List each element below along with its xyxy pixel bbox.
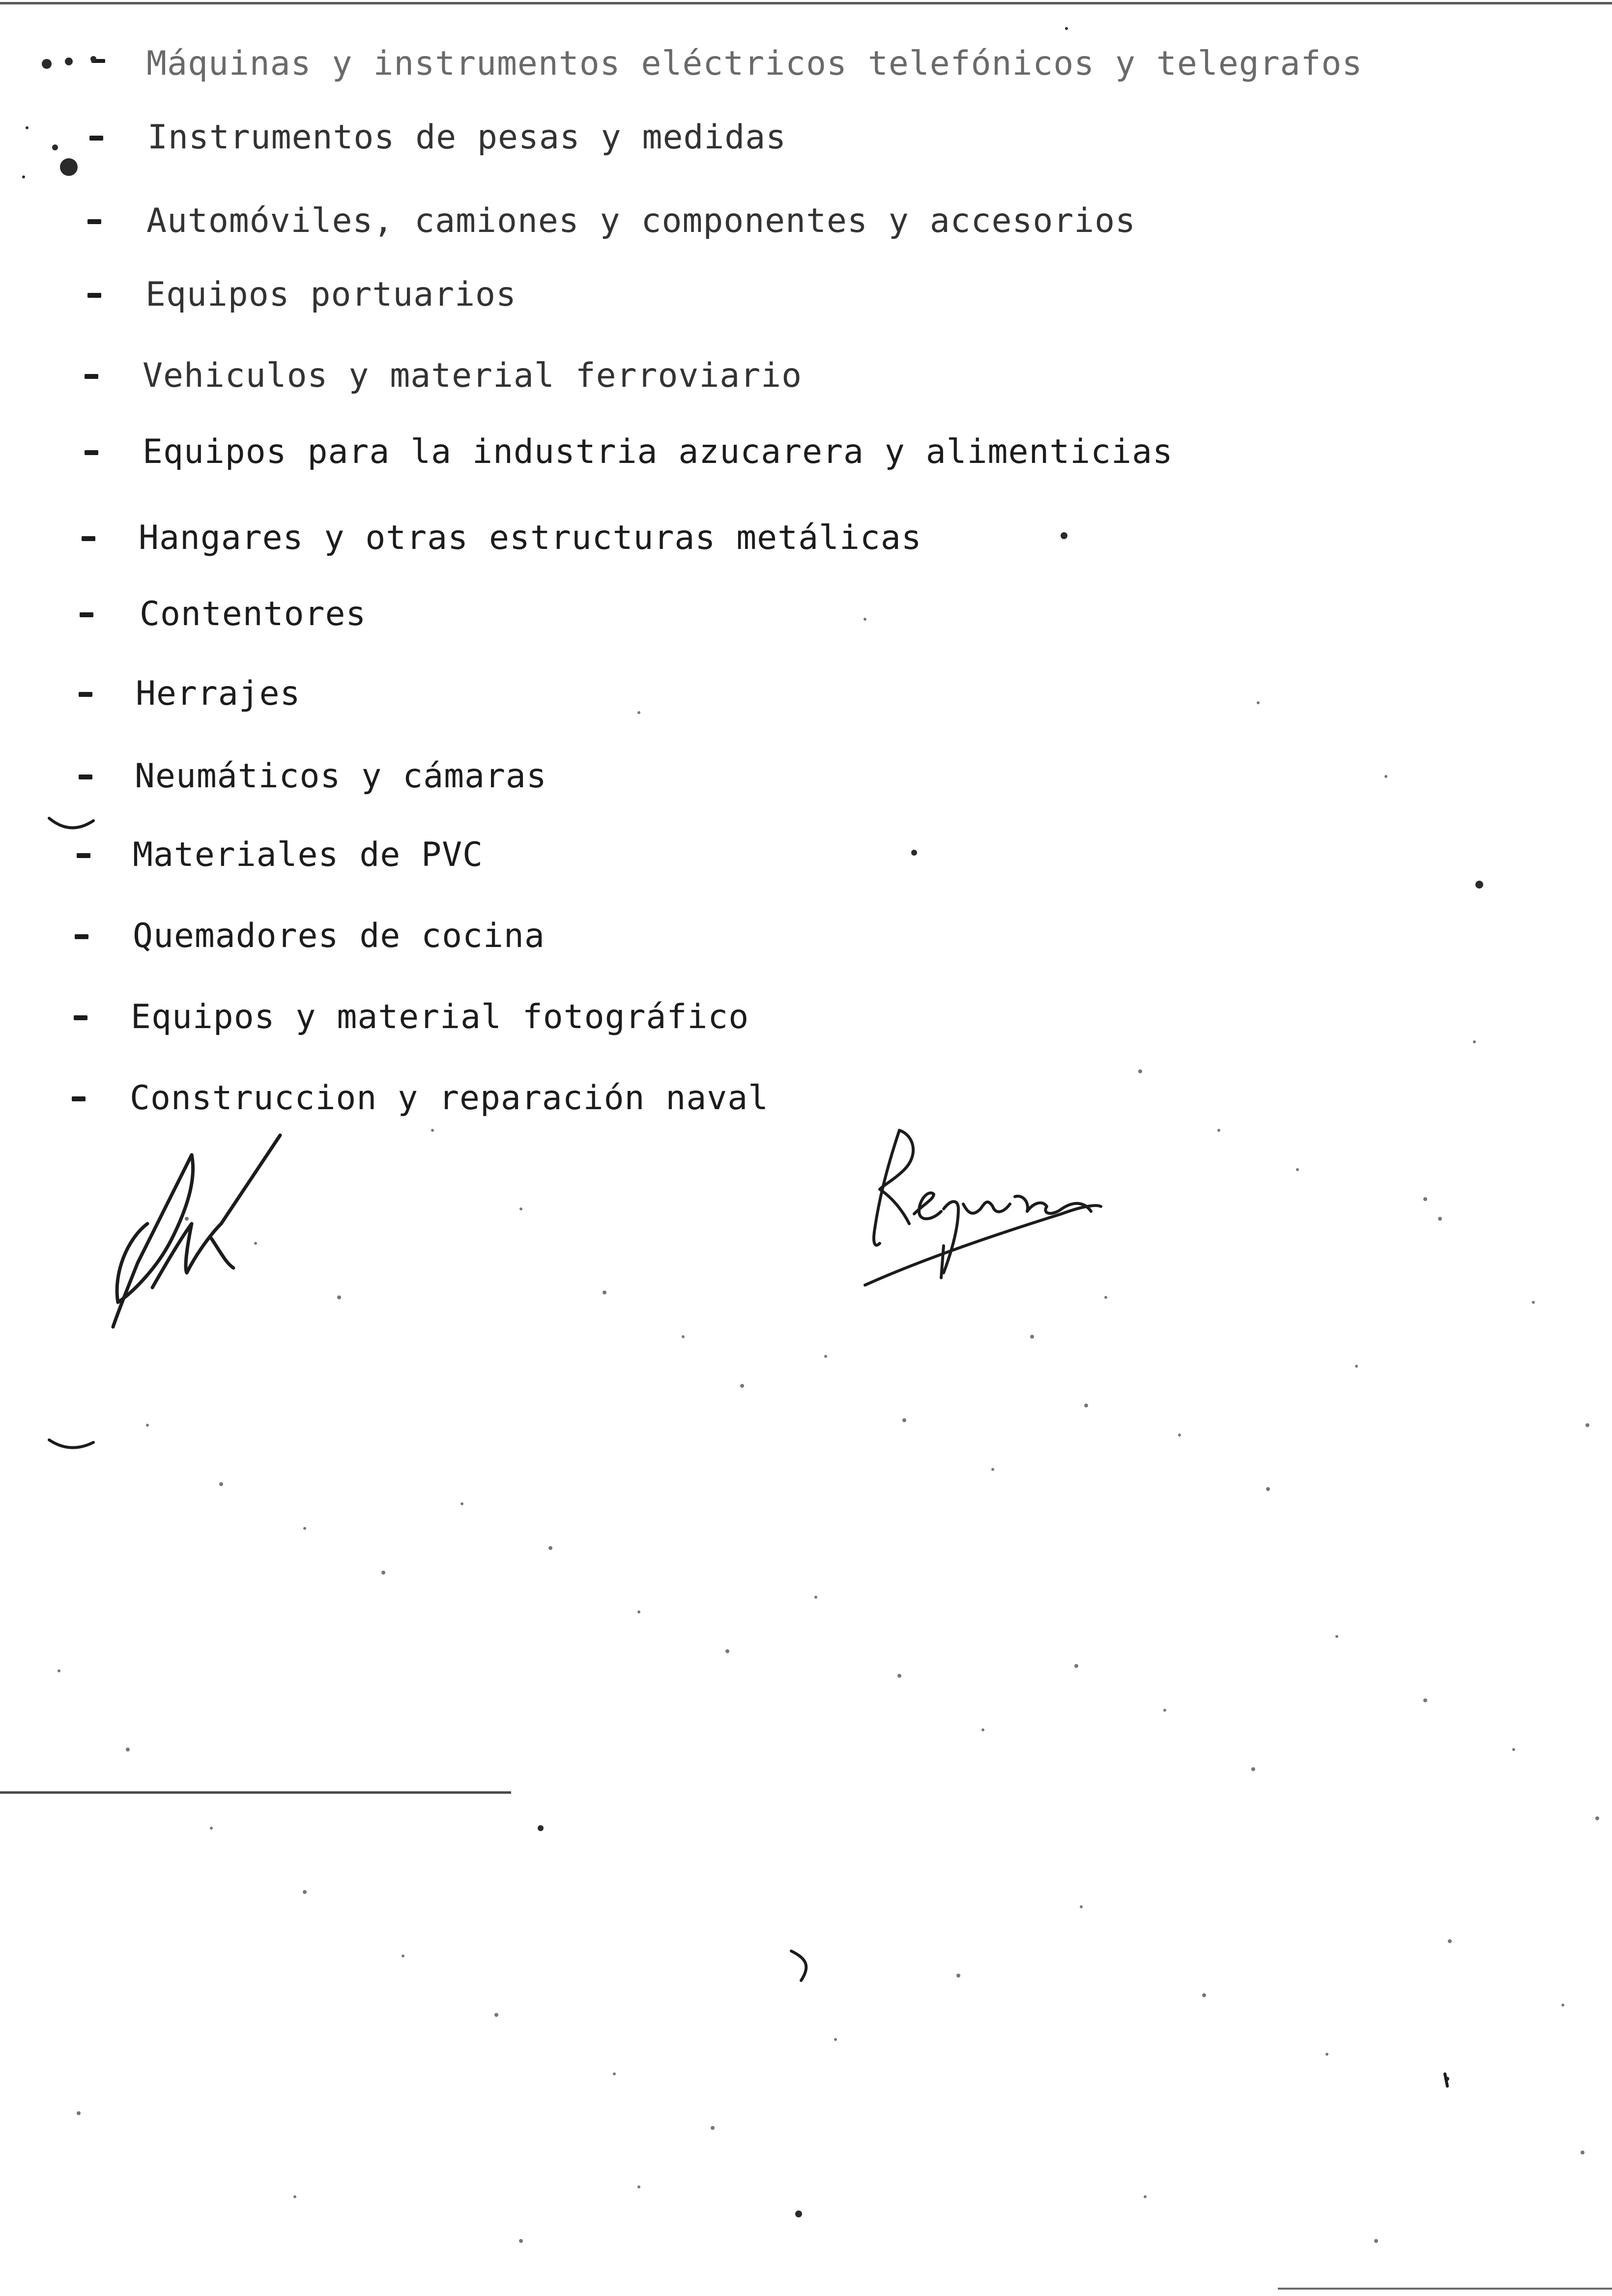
divider-line — [0, 1791, 511, 1794]
list-item-text: Materiales de PVC — [133, 835, 483, 874]
list-item-text: Hangares y otras estructuras metálicas — [139, 518, 922, 557]
list-item-text: Equipos y material fotográfico — [131, 998, 749, 1036]
list-item-text: Contentores — [140, 595, 367, 633]
list-item-text: Quemadores de cocina — [133, 917, 545, 955]
list-item-text: Neumáticos y cámaras — [135, 757, 547, 796]
list-item-text: Instrumentos de pesas y medidas — [147, 118, 787, 157]
list-item-text: Equipos para la industria azucarera y alimenticias — [143, 432, 1173, 471]
divider-line — [1278, 2288, 1612, 2290]
list-item-text: Vehiculos y material ferroviario — [143, 356, 803, 395]
list-item-text: Equipos portuarios — [145, 275, 517, 314]
list-item-text: Herrajes — [136, 674, 301, 713]
list-item-text: Automóviles, camiones y componentes y accesorios — [146, 201, 1136, 240]
list-item-text: Máquinas y instrumentos eléctricos telefónicos y telegrafos — [146, 44, 1363, 83]
list-item-text: Construccion y reparación naval — [130, 1079, 769, 1118]
